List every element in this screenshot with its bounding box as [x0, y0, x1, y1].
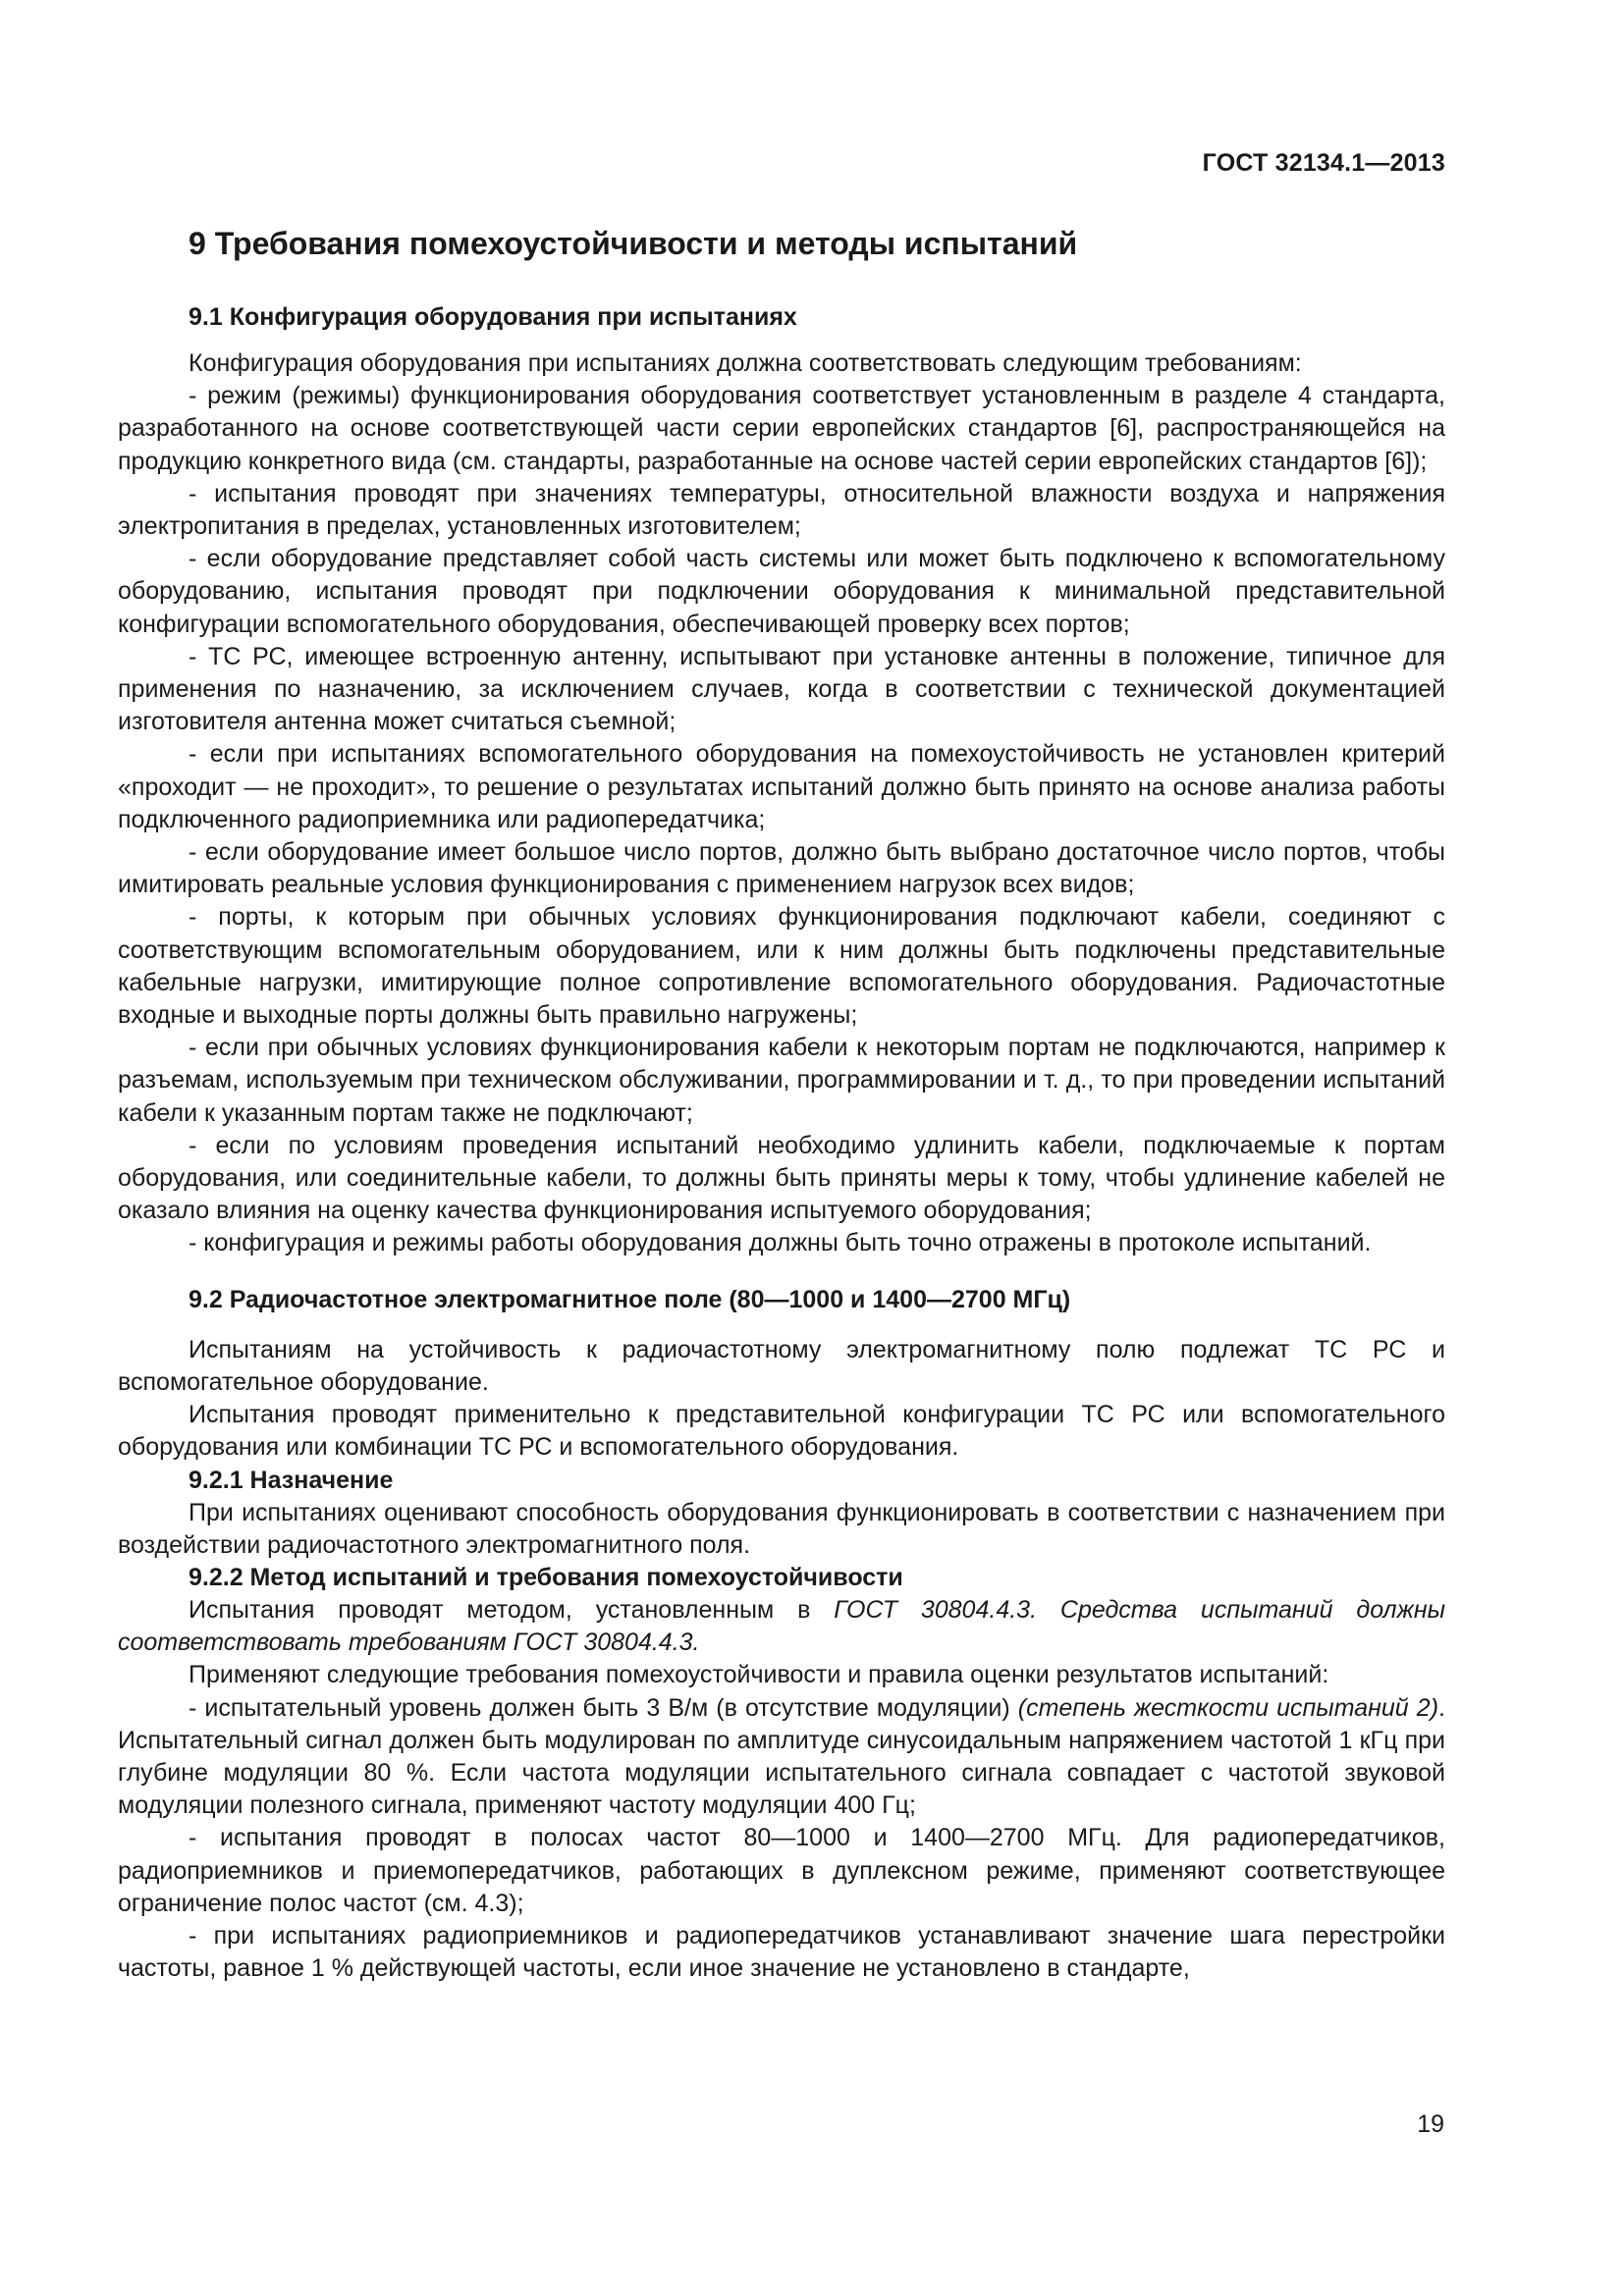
section-9-title: 9 Требования помехоустойчивости и методы испытаний: [189, 226, 1078, 261]
list-item: [118, 1692, 1445, 1823]
list-item: - если оборудование представляет собой часть системы или может быть подключено к вспомогательному оборудованию, испытания проводят при подключении оборудования к минимальной представительной конфигурации вспомогательного оборудования, обеспечивающей проверку всех портов;: [118, 545, 1445, 638]
list-item: - если при обычных условиях функционирования кабели к некоторым портам не подключаются, например к разъемам, используемым при техническом обслуживании, программировании и т. д., то при проведении испытаний кабели к указанным портам также не подключают;: [118, 1034, 1445, 1127]
list-item: - если по условиям проведения испытаний необходимо удлинить кабели, подключаемые к портам оборудования, или соединительные кабели, то должны быть приняты меры к тому, чтобы удлинение кабелей не оказало влияния на оценку качества функционирования испытуемого оборудования;: [118, 1131, 1445, 1225]
text-run: Испытания проводят методом, установленным в: [189, 1595, 835, 1624]
paragraph: При испытаниях оценивают способность оборудования функционировать в соответствии с назначением при воздействии радиочастотного электромагнитного поля.: [118, 1498, 1445, 1559]
list-item: - испытания проводят при значениях температуры, относительной влажности воздуха и напряжения электропитания в пределах, установленных изготовителем;: [118, 479, 1445, 541]
section-9-2-2-title: 9.2.2 Метод испытаний и требования помехоустойчивости: [189, 1563, 903, 1591]
paragraph: Испытаниям на устойчивость к радиочастотному электромагнитному полю подлежат ТС РС и вспомогательное оборудование.: [118, 1335, 1445, 1396]
paragraph: [118, 1594, 1445, 1659]
list-item: - ТС РС, имеющее встроенную антенну, испытывают при установке антенны в положение, типичное для применения по назначению, за исключением случаев, когда в соответствии с технической документацией изготовителя антенна может считаться съемной;: [118, 642, 1445, 736]
paragraph: Испытания проводят применительно к представительной конфигурации ТС РС или вспомогательного оборудования или комбинации ТС РС и вспомогательного оборудования.: [118, 1401, 1445, 1462]
standard-reference: ГОСТ 30804.4.3. Средства испытаний должны соответствовать требованиям ГОСТ 30804.4.3.: [118, 1595, 1446, 1657]
page-number: 19: [1417, 2110, 1444, 2138]
text-run: . Испытательный сигнал должен быть модулирован по амплитуде синусоидальным напряжением частотой 1 кГц при глубине модуляции 80 %. Если частота модуляции испытательного сигнала совпадает с частотой звуковой модуляции полезного сигнала, применяют частоту модуляции 400 Гц;: [118, 1693, 1445, 1820]
paragraph: Применяют следующие требования помехоустойчивости и правила оценки результатов испытаний:: [189, 1661, 1329, 1689]
paragraph: Конфигурация оборудования при испытаниях должна соответствовать следующим требованиям:: [189, 349, 1302, 377]
list-item: - если при испытаниях вспомогательного оборудования на помехоустойчивость не установлен критерий «проходит — не проходит», то решение о результатах испытаний должно быть принято на основе анализа работы подключенного радиоприемника или радиопередатчика;: [118, 740, 1445, 833]
section-9-2-title: 9.2 Радиочастотное электромагнитное поле (80—1000 и 1400—2700 МГц): [189, 1285, 1071, 1313]
list-item: - если оборудование имеет большое число портов, должно быть выбрано достаточное число портов, чтобы имитировать реальные условия функционирования с применением нагрузок всех видов;: [118, 838, 1445, 899]
list-item: - режим (режимы) функционирования оборудования соответствует установленным в разделе 4 стандарта, разработанного на основе соответствующей части серии европейских стандартов [6], распространяющейся на продукцию конкретного вида (см. стандарты, разработанные на основе частей серии европейских стандартов [6]);: [118, 382, 1445, 475]
section-9-1-title: 9.1 Конфигурация оборудования при испытаниях: [189, 303, 797, 331]
list-item: - порты, к которым при обычных условиях функционирования подключают кабели, соединяют с соответствующим вспомогательным оборудованием, или к ним должны быть подключены представительные кабельные нагрузки, имитирующие полное сопротивление вспомогательного оборудования. Радиочастотные входные и выходные порты должны быть правильно нагружены;: [118, 903, 1445, 1030]
document-body: [118, 223, 1445, 1985]
standard-code: ГОСТ 32134.1—2013: [1202, 149, 1445, 177]
list-item: - при испытаниях радиоприемников и радиопередатчиков устанавливают значение шага перестройки частоты, равное 1 % действующей частоты, если иное значение не установлено в стандарте,: [118, 1921, 1445, 1983]
severity-note: (степень жесткости испытаний 2): [1017, 1693, 1439, 1722]
section-9-2-1-title: 9.2.1 Назначение: [189, 1466, 394, 1494]
list-item: - испытания проводят в полосах частот 80—1000 и 1400—2700 МГц. Для радиопередатчиков, радиоприемников и приемопередатчиков, работающих в дуплексном режиме, применяют соответствующее ограничение полос частот (см. 4.3);: [118, 1824, 1445, 1917]
text-run: - испытательный уровень должен быть 3 В/м (в отсутствие модуляции): [189, 1693, 1018, 1722]
list-item: - конфигурация и режимы работы оборудования должны быть точно отражены в протоколе испытаний.: [189, 1229, 1372, 1257]
